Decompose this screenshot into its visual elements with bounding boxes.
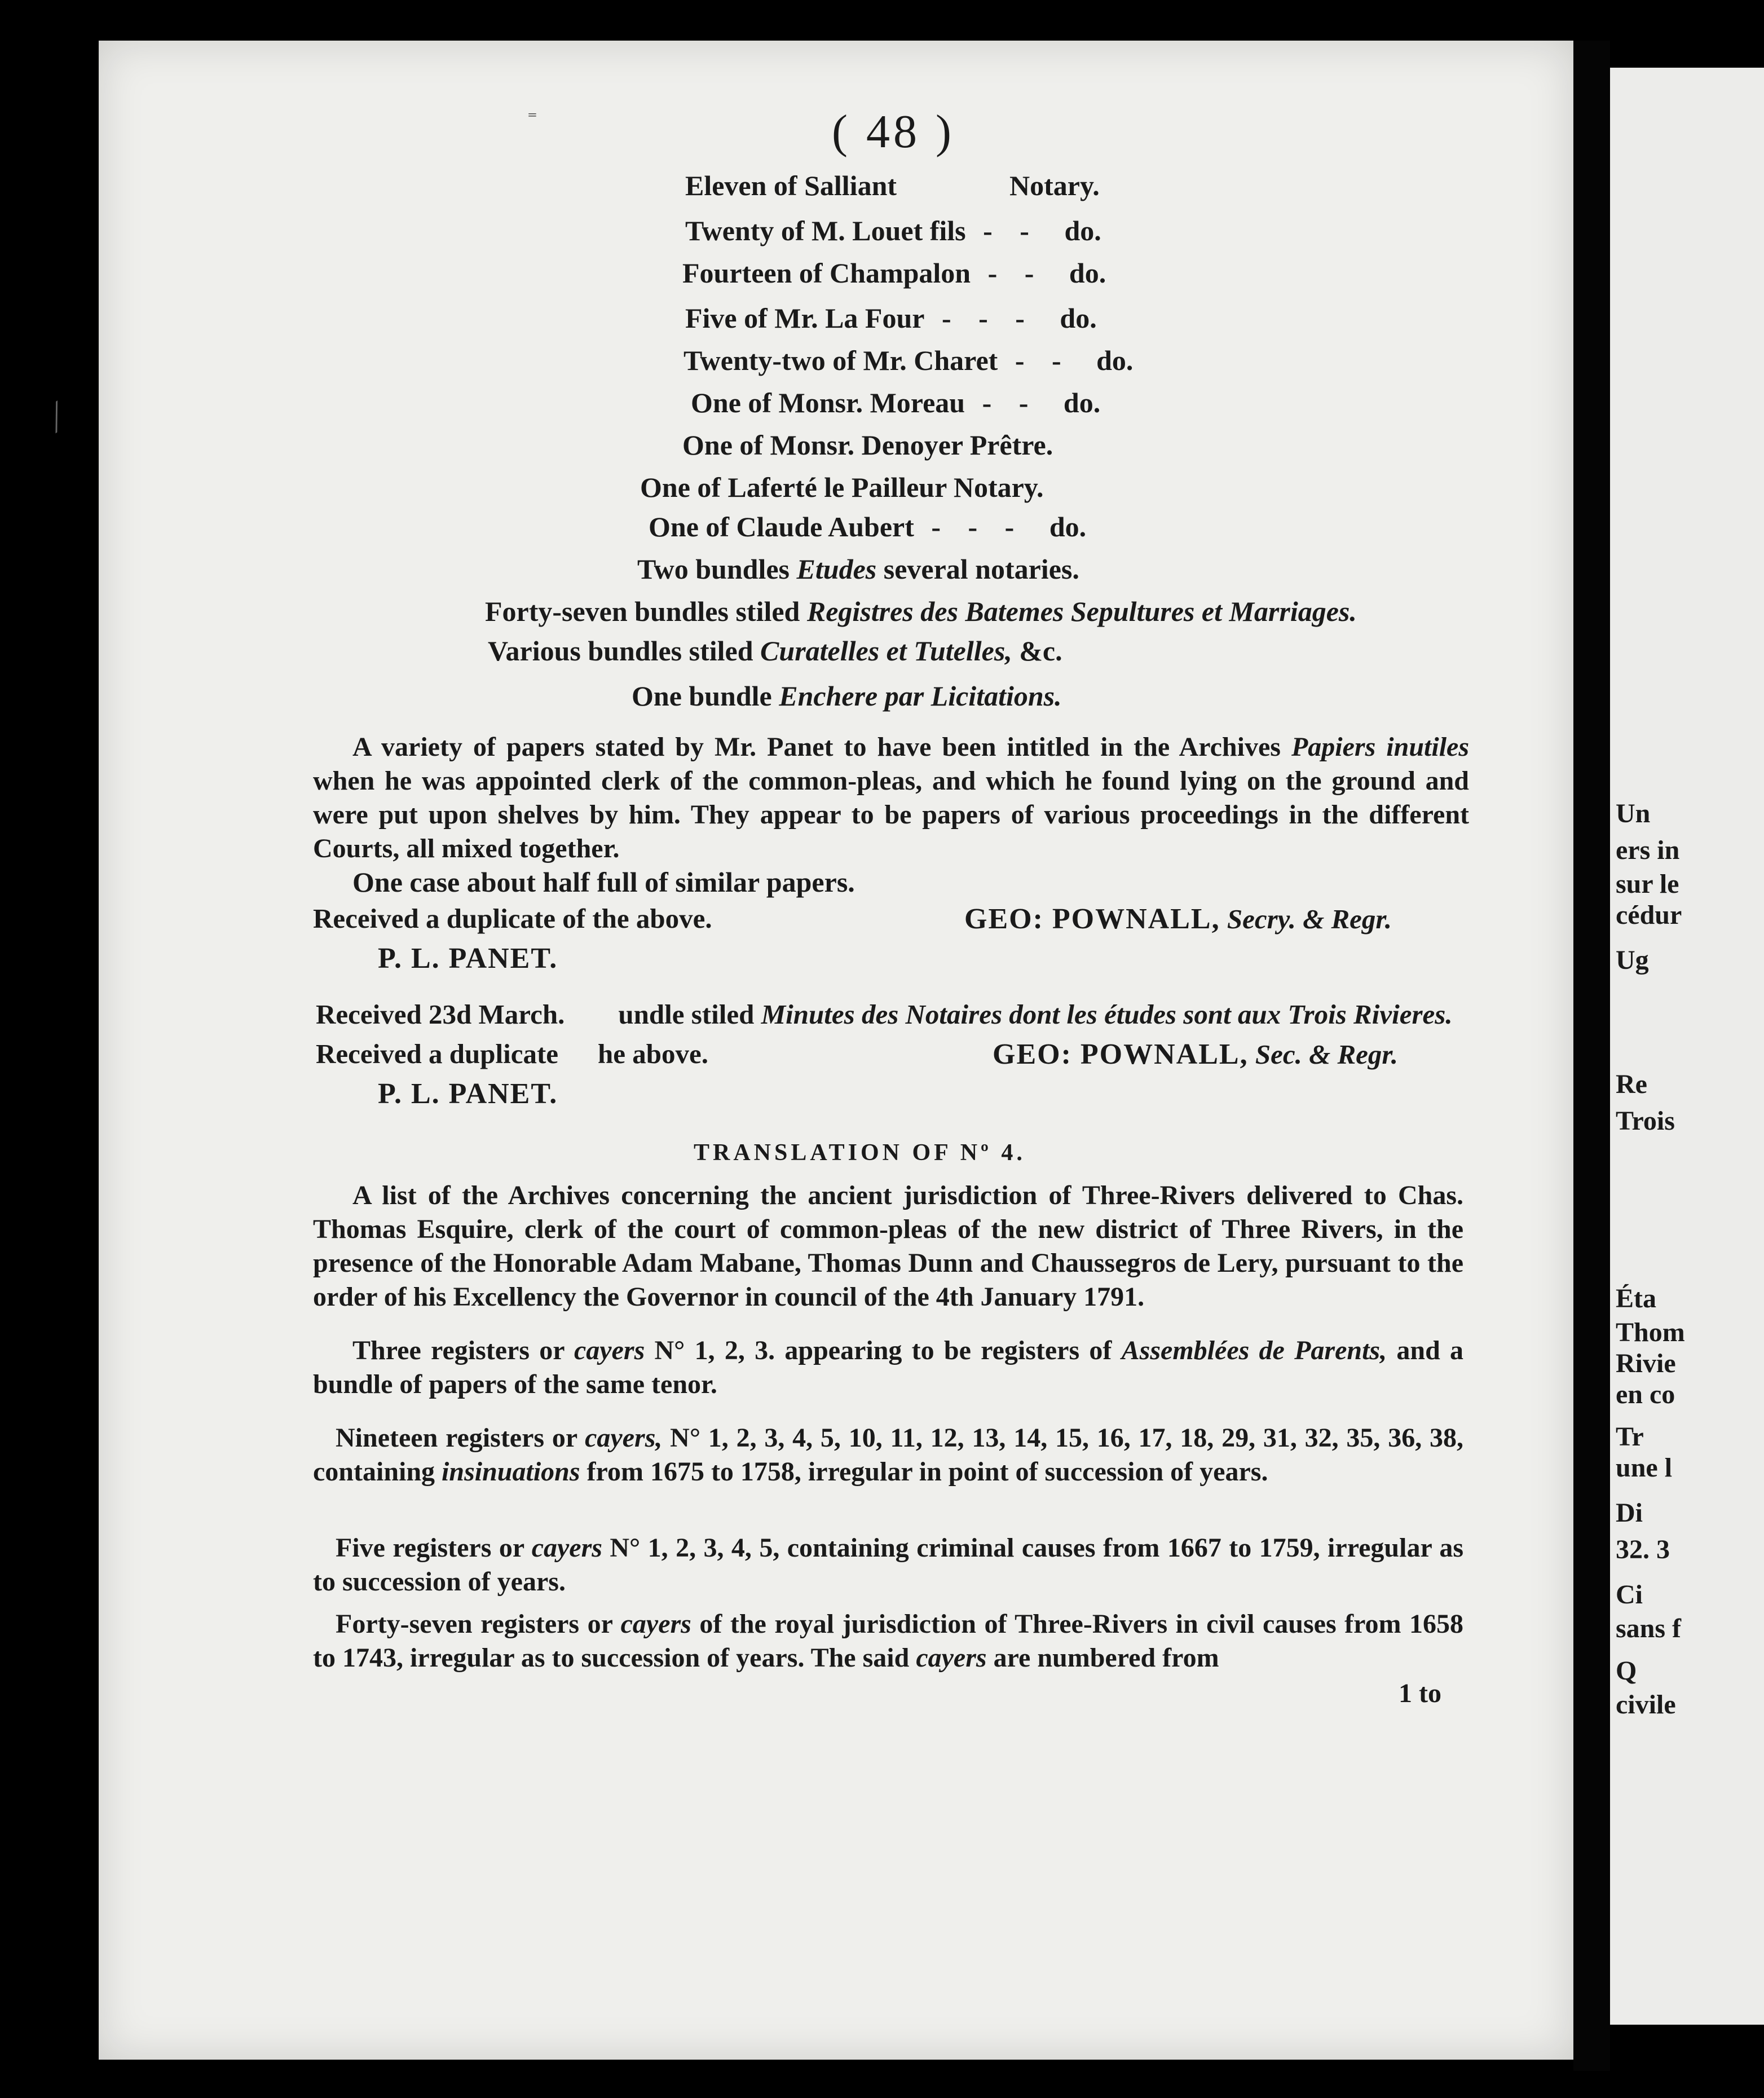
right-page-fragment: Di [1616,1498,1643,1528]
right-page-fragment: en co [1616,1379,1675,1409]
right-page-fragment: Re [1616,1069,1647,1099]
right-page-fragment: ers in [1616,835,1680,865]
list-intro-paragraph: A list of the Archives concerning the ancient jurisdiction of Three-Rivers delivered to Chas. Thomas Esquire, clerk of the court of common-pleas of the new district of Three Rivers, in the presence of the Honorable Adam Mabane, Thomas Dunn and Chaussegros de Lery, pursuant to the order of his Excellency the Governor in council of the 4th January 1791. [313,1180,1463,1312]
right-page-fragment: sans f [1616,1614,1682,1643]
right-page-fragment: civile [1616,1690,1676,1720]
page-number: ( 48 ) [832,105,955,158]
right-page-fragment: Ci [1616,1580,1643,1610]
translation-heading: TRANSLATION OF Nº 4. [694,1140,1026,1166]
right-page-fragment: cédur [1616,900,1682,930]
signature-panet-2: P. L. PANET. [378,1078,558,1110]
right-page-fragment: sur le [1616,869,1679,899]
right-page-fragment: Un [1616,799,1651,828]
list-item: Twenty of M. Louet fils - - do. [685,215,1101,246]
right-page [1610,68,1764,2025]
right-page-fragment: Ug [1616,945,1649,975]
right-page-fragment: Rivie [1616,1348,1676,1378]
list-item: Five of Mr. La Four - - - do. [685,302,1097,334]
received-march-line: Received 23d March. undle stiled Minutes des Notaires dont les études sont aux Trois Rivieres. [316,999,1453,1030]
received-line-2: Received a duplicate he above. [316,1038,709,1069]
five-registers-paragraph: Five registers or cayers N° 1, 2, 3, 4, 5, containing criminal causes from 1667 to 1759, irregular as to succession of years. [313,1533,1464,1597]
stray-mark: ⁼ [527,108,537,129]
right-page-fragment: 32. 3 [1616,1535,1670,1564]
list-item: One of Monsr. Moreau - - do. [691,387,1101,418]
bundle-etudes: Two bundles Etudes several notaries. [637,553,1079,585]
right-page-fragment: Trois [1616,1106,1675,1136]
list-item: Fourteen of Champalon - - do. [682,257,1106,289]
signature-pownall-2: GEO: POWNALL, Sec. & Regr. [993,1038,1398,1070]
bundle-curatelles: Various bundles stiled Curatelles et Tutelles, &c. [488,635,1062,667]
one-case-line: One case about half full of similar papers. [352,866,855,898]
signature-pownall-1: GEO: POWNALL, Secry. & Regr. [964,903,1392,935]
received-line-1: Received a duplicate of the above. [313,903,712,934]
right-page-fragment: Thom [1616,1317,1685,1347]
right-page-fragment: Éta [1616,1284,1656,1314]
right-page-fragment: Tr [1616,1422,1644,1452]
nineteen-registers-paragraph: Nineteen registers or cayers, N° 1, 2, 3, 4, 5, 10, 11, 12, 13, 14, 15, 16, 17, 18, 29, 31, 32, 35, 36, 38, containing insinuations from 1675 to 1758, irregular in point of succession of years. [313,1423,1463,1487]
catchword: 1 to [1399,1678,1441,1708]
three-registers-paragraph: Three registers or cayers N° 1, 2, 3. appearing to be registers of Assemblées de Parents, and a bundle of papers of the same tenor. [313,1336,1464,1399]
book-gutter [1573,41,1610,2071]
margin-mark: ⁄ [41,397,72,437]
list-item: Eleven of Salliant Notary. [685,170,1100,201]
bundle-enchere: One bundle Enchere par Licitations. [632,680,1062,712]
list-item: One of Laferté le Pailleur Notary. [640,471,1044,503]
right-page-fragment: une l [1616,1453,1673,1483]
list-item: One of Monsr. Denoyer Prêtre. [682,429,1053,461]
variety-paragraph: A variety of papers stated by Mr. Panet to have been intitled in the Archives Papiers inutiles when he was appointed clerk of the common-pleas, and which he found lying on the ground and were put upon shelves by him. They appear to be papers of various proceedings in the different Courts, all mixed together. [313,732,1470,863]
list-item: Twenty-two of Mr. Charet - - do. [683,345,1134,376]
signature-panet-1: P. L. PANET. [378,942,558,975]
right-page-fragment: Q [1616,1656,1637,1686]
forty-seven-registers-paragraph: Forty-seven registers or cayers of the royal jurisdiction of Three-Rivers in civil causes from 1658 to 1743, irregular as to succession of years. The said cayers are numbered from [313,1609,1464,1673]
bundle-registres: Forty-seven bundles stiled Registres des Batemes Sepultures et Marriages. [485,596,1357,627]
list-item: One of Claude Aubert - - - do. [649,511,1087,543]
